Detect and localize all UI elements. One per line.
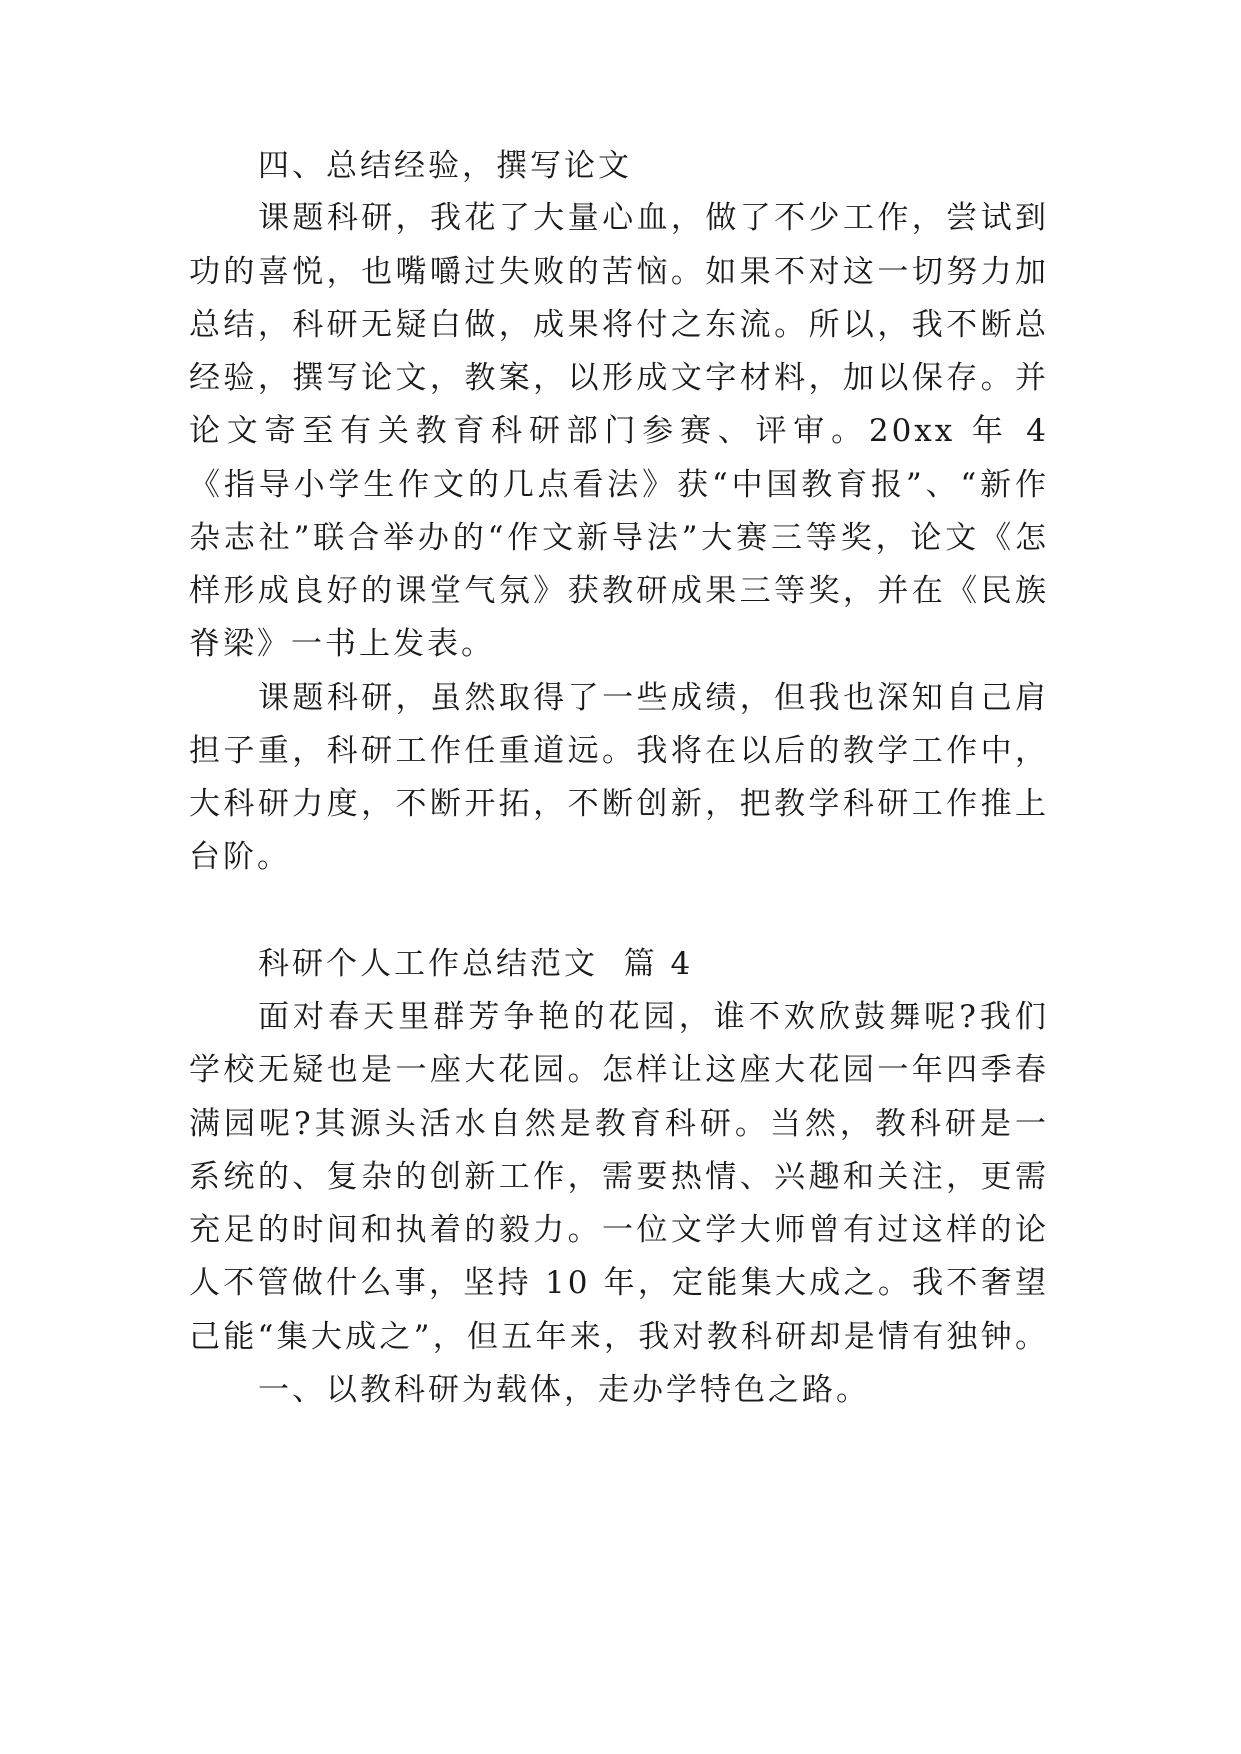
- paragraph-line: 己能“集大成之”，但五年来，我对教科研却是情有独钟。: [189, 1319, 1049, 1355]
- paragraph-line: 杂志社”联合举办的“作文新导法”大赛三等奖，论文《怎: [189, 520, 1049, 556]
- paragraph-line: 满园呢?其源头活水自然是教育科研。当然，教科研是一: [189, 1106, 1049, 1142]
- paragraph-line: 课题科研，我花了大量心血，做了不少工作，尝试到: [258, 200, 1049, 236]
- section-subheading: 一、以教科研为载体，走办学特色之路。: [258, 1372, 870, 1408]
- paragraph-line: 大科研力度，不断开拓，不断创新，把教学科研工作推上: [189, 786, 1049, 822]
- article-title: 科研个人工作总结范文 篇 4: [258, 946, 694, 982]
- section-heading: 四、总结经验，撰写论文: [258, 148, 632, 184]
- paragraph-line: 担子重，科研工作任重道远。我将在以后的教学工作中，: [189, 733, 1049, 769]
- paragraph-line: 脊梁》一书上发表。: [189, 626, 495, 662]
- paragraph-line: 课题科研，虽然取得了一些成绩，但我也深知自己肩: [258, 680, 1049, 716]
- paragraph-line: 经验，撰写论文，教案，以形成文字材料，加以保存。并: [189, 360, 1049, 396]
- paragraph-line: 论文寄至有关教育科研部门参赛、评审。20xx 年 4: [189, 413, 1049, 449]
- paragraph-line: 总结，科研无疑白做，成果将付之东流。所以，我不断总: [189, 307, 1049, 343]
- paragraph-line: 样形成良好的课堂气氛》获教研成果三等奖，并在《民族: [189, 573, 1049, 609]
- paragraph-line: 《指导小学生作文的几点看法》获“中国教育报”、“新作: [189, 467, 1049, 503]
- paragraph-line: 人不管做什么事，坚持 10 年，定能集大成之。我不奢望: [189, 1265, 1049, 1301]
- paragraph-line: 台阶。: [189, 839, 291, 875]
- paragraph-line: 功的喜悦，也嘴嚼过失败的苦恼。如果不对这一切努力加: [189, 254, 1049, 290]
- paragraph-line: 充足的时间和执着的毅力。一位文学大师曾有过这样的论: [189, 1212, 1049, 1248]
- paragraph-line: 面对春天里群芳争艳的花园，谁不欢欣鼓舞呢?我们: [258, 999, 1049, 1035]
- paragraph-line: 系统的、复杂的创新工作，需要热情、兴趣和关注，更需: [189, 1159, 1049, 1195]
- paragraph-line: 学校无疑也是一座大花园。怎样让这座大花园一年四季春: [189, 1052, 1049, 1088]
